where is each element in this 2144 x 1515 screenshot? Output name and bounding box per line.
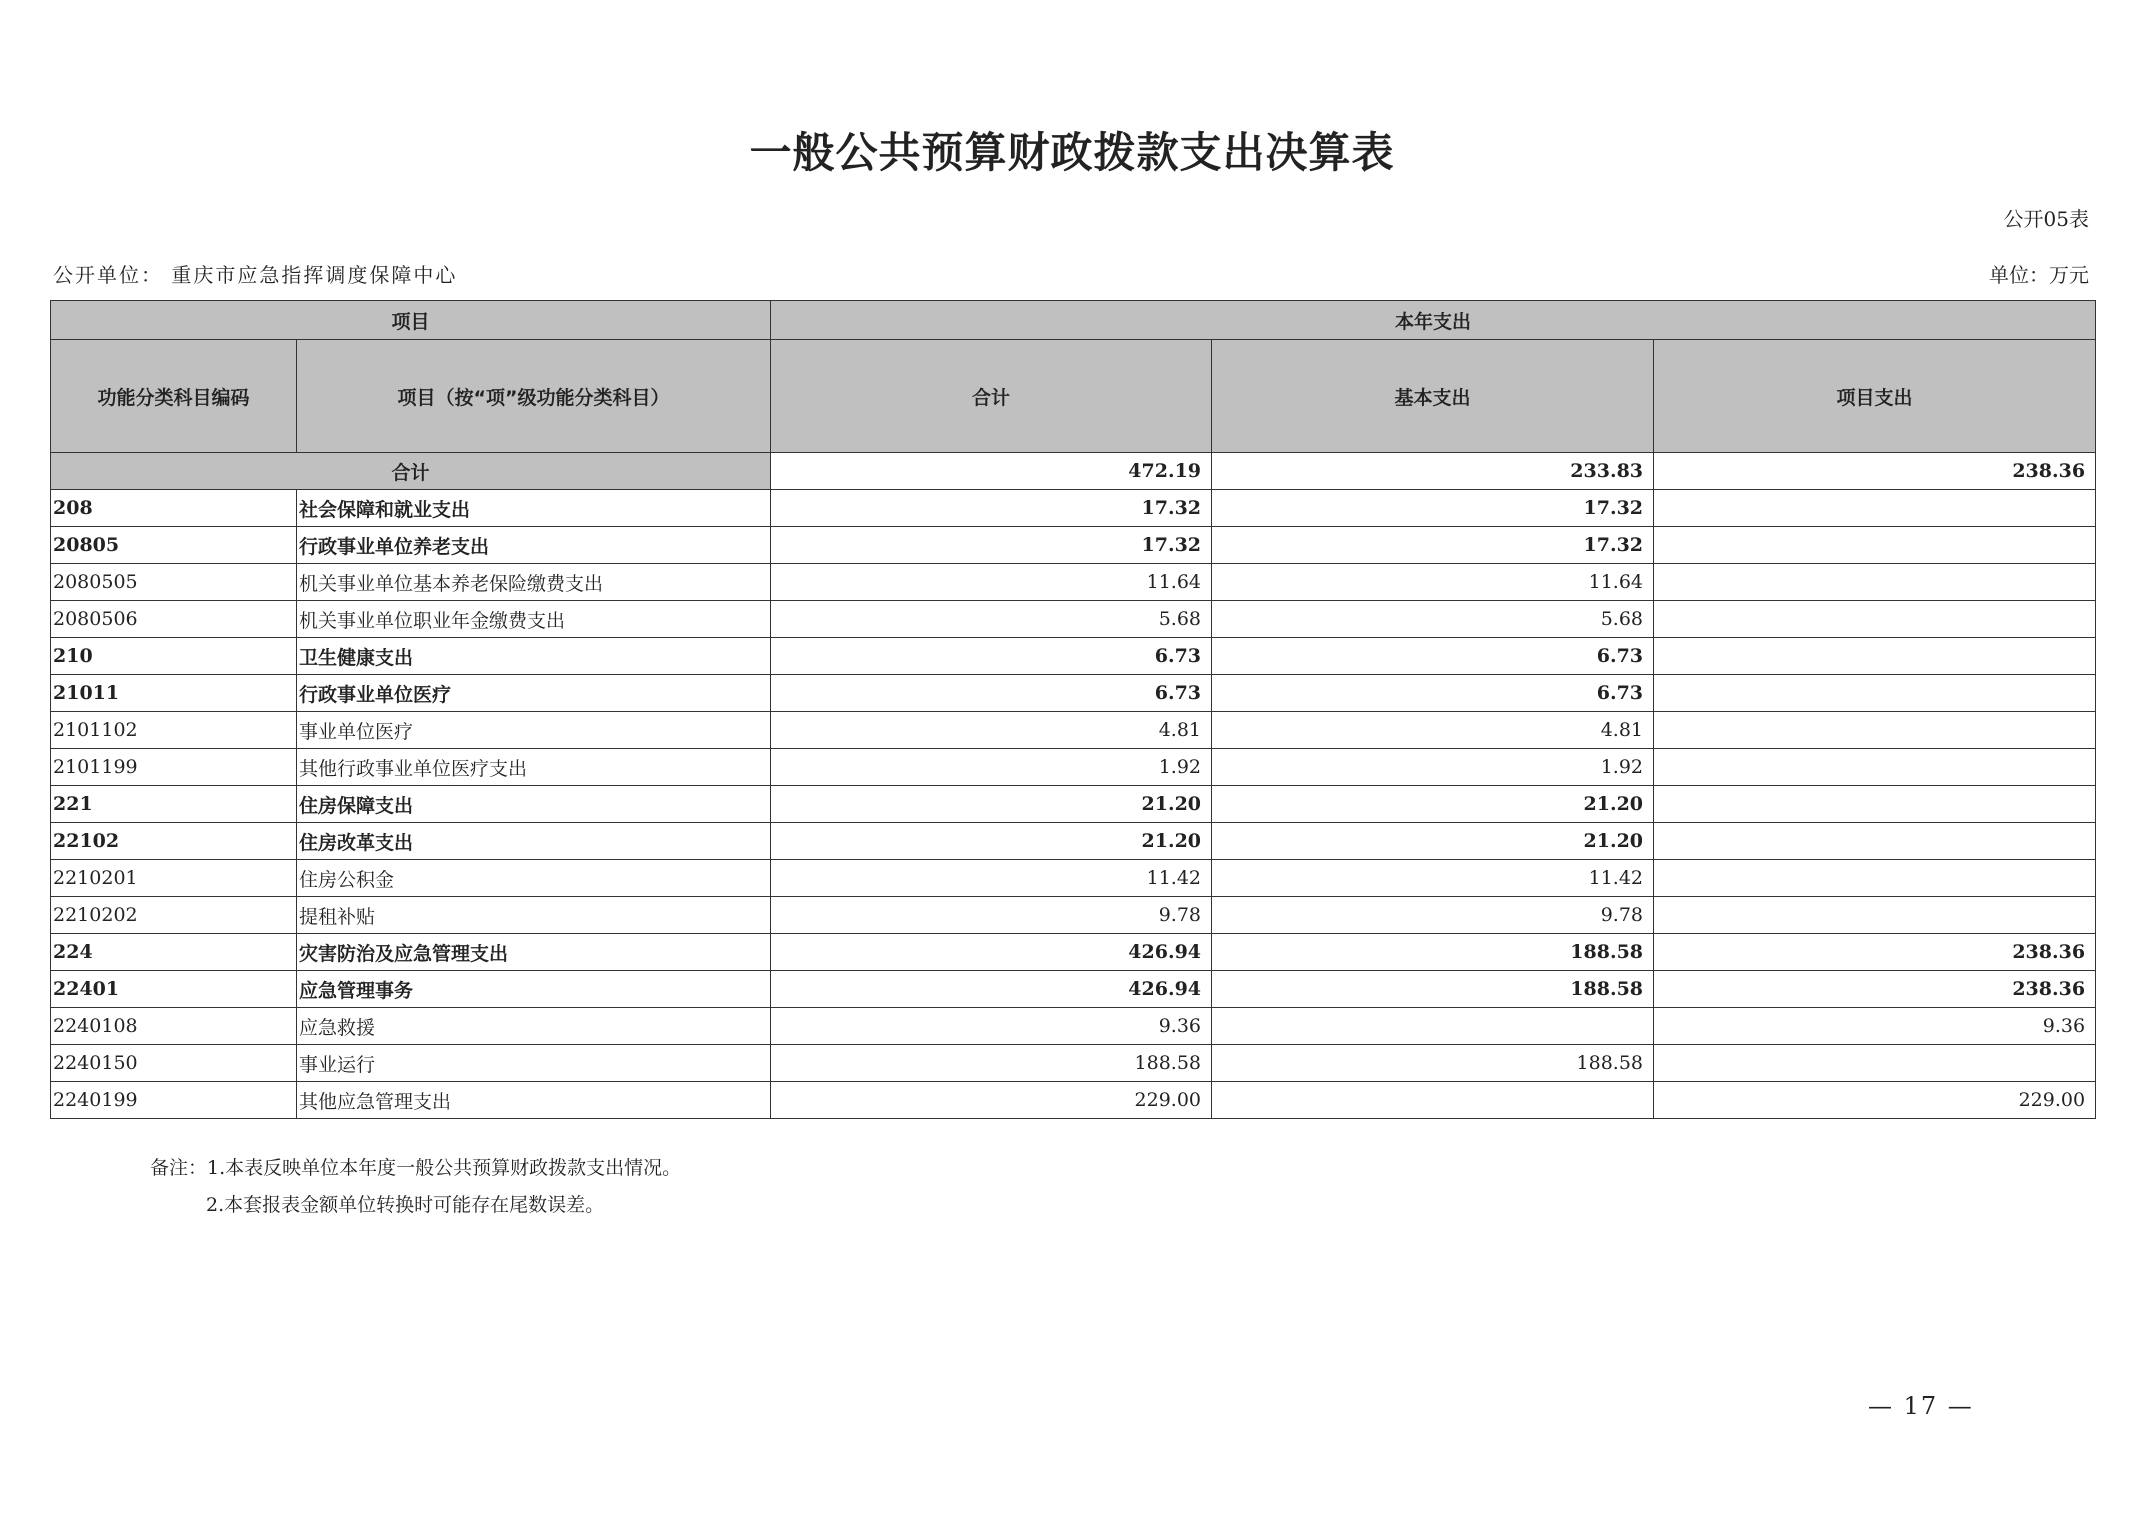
row-basic: 21.20	[1212, 823, 1654, 860]
row-code: 2080506	[51, 601, 297, 638]
currency-unit: 单位：万元	[1989, 263, 2089, 287]
row-name: 行政事业单位养老支出	[297, 527, 771, 564]
form-number: 公开05表	[2003, 207, 2089, 231]
table-row	[51, 1082, 2096, 1119]
row-basic: 17.32	[1212, 527, 1654, 564]
header-project-exp: 项目支出	[1654, 340, 2096, 453]
table-row	[51, 971, 2096, 1008]
total-basic: 233.83	[1212, 453, 1654, 490]
header-row-2	[51, 340, 2096, 453]
header-name: 项目（按“项”级功能分类科目）	[297, 340, 771, 453]
row-code: 2210202	[51, 897, 297, 934]
row-name: 其他行政事业单位医疗支出	[297, 749, 771, 786]
row-name: 住房改革支出	[297, 823, 771, 860]
table-row	[51, 934, 2096, 971]
row-basic: 9.78	[1212, 897, 1654, 934]
header-this-year: 本年支出	[771, 301, 2096, 340]
header-total: 合计	[771, 340, 1212, 453]
table-row	[51, 601, 2096, 638]
row-code: 210	[51, 638, 297, 675]
row-total: 6.73	[771, 675, 1212, 712]
row-basic: 11.42	[1212, 860, 1654, 897]
row-total: 5.68	[771, 601, 1212, 638]
row-total: 188.58	[771, 1045, 1212, 1082]
row-total: 21.20	[771, 823, 1212, 860]
row-project: 229.00	[1654, 1082, 2096, 1119]
row-total: 9.36	[771, 1008, 1212, 1045]
row-code: 2240108	[51, 1008, 297, 1045]
header-project: 项目	[51, 301, 771, 340]
table-row	[51, 564, 2096, 601]
row-project: 238.36	[1654, 934, 2096, 971]
row-code: 221	[51, 786, 297, 823]
row-name: 应急管理事务	[297, 971, 771, 1008]
row-name: 事业单位医疗	[297, 712, 771, 749]
row-total: 11.64	[771, 564, 1212, 601]
row-total: 4.81	[771, 712, 1212, 749]
row-basic: 5.68	[1212, 601, 1654, 638]
table-row	[51, 1045, 2096, 1082]
table-row	[51, 786, 2096, 823]
row-name: 机关事业单位职业年金缴费支出	[297, 601, 771, 638]
row-code: 22102	[51, 823, 297, 860]
row-basic: 188.58	[1212, 934, 1654, 971]
row-basic: 21.20	[1212, 786, 1654, 823]
row-name: 灾害防治及应急管理支出	[297, 934, 771, 971]
row-name: 住房保障支出	[297, 786, 771, 823]
row-name: 事业运行	[297, 1045, 771, 1082]
row-basic: 1.92	[1212, 749, 1654, 786]
row-name: 其他应急管理支出	[297, 1082, 771, 1119]
row-code: 224	[51, 934, 297, 971]
reporting-unit: 公开单位： 重庆市应急指挥调度保障中心	[53, 263, 458, 287]
row-project	[1654, 897, 2096, 934]
total-label: 合计	[51, 453, 771, 490]
note-1: 备注：1.本表反映单位本年度一般公共预算财政拨款支出情况。	[150, 1157, 682, 1179]
row-name: 应急救援	[297, 1008, 771, 1045]
note-2: 2.本套报表金额单位转换时可能存在尾数误差。	[206, 1194, 605, 1216]
row-project	[1654, 1045, 2096, 1082]
row-project	[1654, 638, 2096, 675]
row-basic: 17.32	[1212, 490, 1654, 527]
expenditure-table	[50, 300, 2096, 1119]
row-project	[1654, 564, 2096, 601]
row-project	[1654, 823, 2096, 860]
table-row	[51, 860, 2096, 897]
row-code: 22401	[51, 971, 297, 1008]
row-basic	[1212, 1082, 1654, 1119]
table-row	[51, 712, 2096, 749]
row-total: 9.78	[771, 897, 1212, 934]
row-total: 426.94	[771, 971, 1212, 1008]
row-basic: 188.58	[1212, 1045, 1654, 1082]
row-total: 1.92	[771, 749, 1212, 786]
row-total: 21.20	[771, 786, 1212, 823]
row-total: 17.32	[771, 527, 1212, 564]
header-row-1	[51, 301, 2096, 340]
row-total: 17.32	[771, 490, 1212, 527]
document-title: 一般公共预算财政拨款支出决算表	[749, 128, 1395, 177]
row-total: 426.94	[771, 934, 1212, 971]
row-total: 6.73	[771, 638, 1212, 675]
table-row	[51, 638, 2096, 675]
row-project	[1654, 860, 2096, 897]
table-row	[51, 675, 2096, 712]
table-row	[51, 897, 2096, 934]
total-sum: 472.19	[771, 453, 1212, 490]
row-name: 卫生健康支出	[297, 638, 771, 675]
row-name: 行政事业单位医疗	[297, 675, 771, 712]
total-project: 238.36	[1654, 453, 2096, 490]
page-number: — 17 —	[1868, 1392, 1974, 1420]
table-row	[51, 749, 2096, 786]
row-basic: 11.64	[1212, 564, 1654, 601]
row-code: 2101199	[51, 749, 297, 786]
row-code: 208	[51, 490, 297, 527]
row-basic: 188.58	[1212, 971, 1654, 1008]
row-code: 2240150	[51, 1045, 297, 1082]
row-name: 社会保障和就业支出	[297, 490, 771, 527]
row-total: 11.42	[771, 860, 1212, 897]
row-total: 229.00	[771, 1082, 1212, 1119]
total-row	[51, 453, 2096, 490]
row-code: 2101102	[51, 712, 297, 749]
notes	[150, 1150, 681, 1224]
row-name: 提租补贴	[297, 897, 771, 934]
row-code: 2210201	[51, 860, 297, 897]
row-project	[1654, 490, 2096, 527]
table-row	[51, 1008, 2096, 1045]
header-code: 功能分类科目编码	[51, 340, 297, 453]
row-code: 2240199	[51, 1082, 297, 1119]
row-name: 机关事业单位基本养老保险缴费支出	[297, 564, 771, 601]
header-basic: 基本支出	[1212, 340, 1654, 453]
row-project	[1654, 749, 2096, 786]
table-row	[51, 490, 2096, 527]
row-project	[1654, 601, 2096, 638]
row-basic: 4.81	[1212, 712, 1654, 749]
table-row	[51, 823, 2096, 860]
row-project	[1654, 712, 2096, 749]
row-project: 238.36	[1654, 971, 2096, 1008]
row-project	[1654, 675, 2096, 712]
row-code: 2080505	[51, 564, 297, 601]
row-basic	[1212, 1008, 1654, 1045]
row-name: 住房公积金	[297, 860, 771, 897]
row-code: 21011	[51, 675, 297, 712]
row-basic: 6.73	[1212, 638, 1654, 675]
row-basic: 6.73	[1212, 675, 1654, 712]
row-project	[1654, 786, 2096, 823]
row-code: 20805	[51, 527, 297, 564]
table-row	[51, 527, 2096, 564]
row-project	[1654, 527, 2096, 564]
row-project: 9.36	[1654, 1008, 2096, 1045]
